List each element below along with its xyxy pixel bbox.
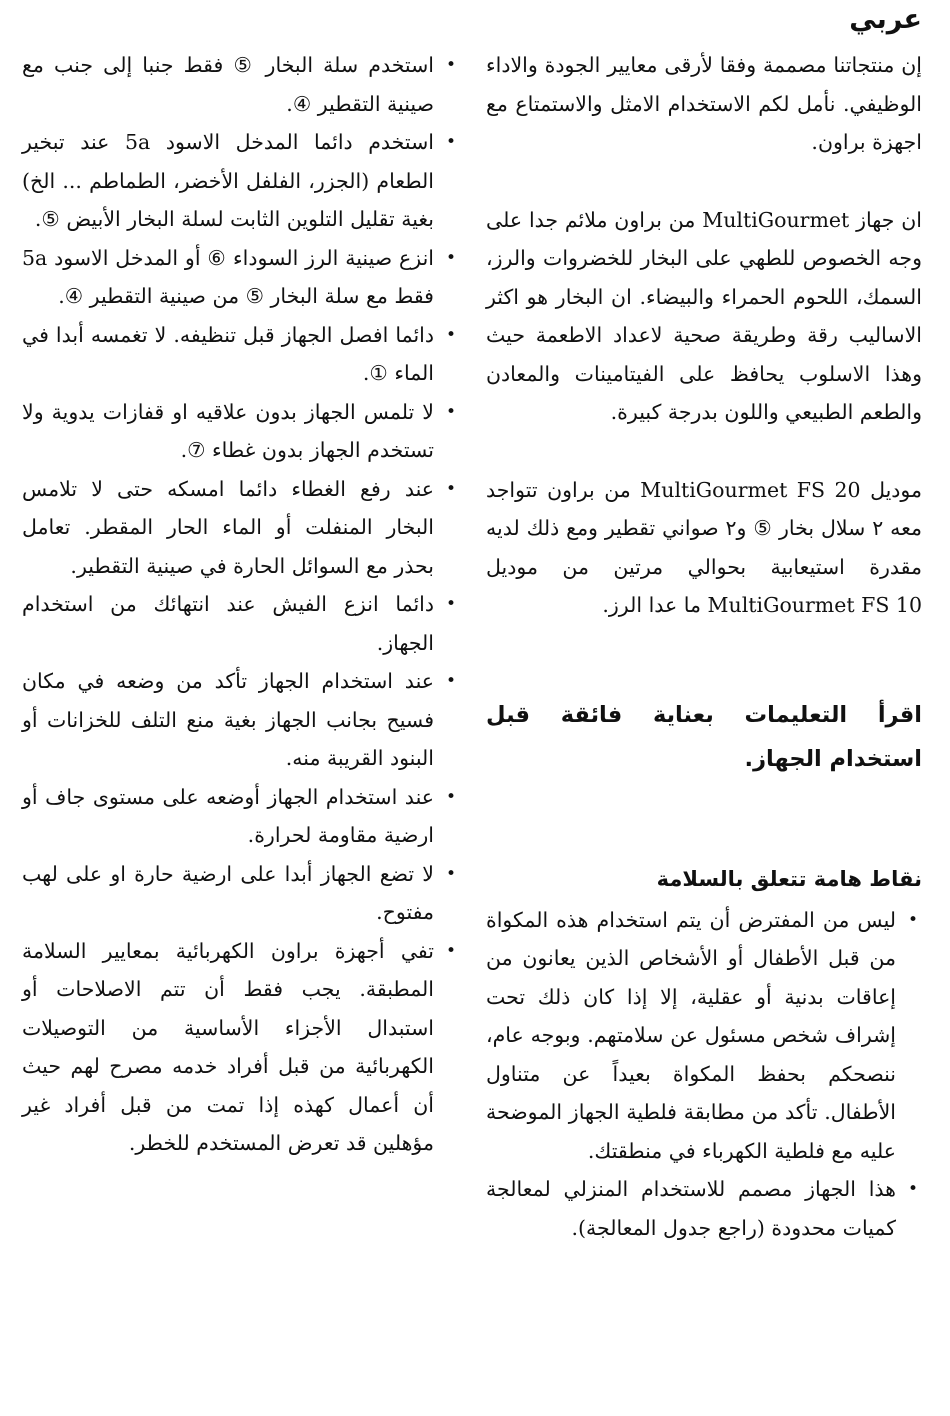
model-note-paragraph: موديل MultiGourmet FS 20 من براون تتواجد معه ٢ سلال بخار ⑤ و٢ صواني تقطير ومع ذلك لديه مقدرة استيعابية بحوالي مرتين من موديل MultiGourmet FS 10 ما عدا الرز. [486, 477, 922, 617]
list-item: • عند رفع الغطاء دائما امسكه حتى لا تلامس البخار المنفلت أو الماء الحار المقطر. تعامل بحذر مع السوائل الحارة في صينية التقطير. [22, 470, 460, 586]
language-title: عربي [849, 4, 922, 35]
safety-list-left [22, 46, 460, 1163]
list-item: • ليس من المفترض أن يتم استخدام هذه المكواة من قبل الأطفال أو الأشخاص الذين يعانون من إعاقات بدنية أو عقلية، إلا إذا كان ذلك تحت إشراف شخص مسئول عن سلامتهم. وبوجه عام، ننصحكم بحفظ المكواة بعيداً عن متناول الأطفال. تأكد من مطابقة فلطية الجهاز الموضحة عليه مع فلطية الكهرباء في منطقتك. [486, 901, 922, 1171]
list-item: • دائما انزع الفيش عند انتهائك من استخدام الجهاز. [22, 585, 460, 662]
list-item: • عند استخدام الجهاز تأكد من وضعه في مكان فسيح بجانب الجهاز بغية منع التلف للخزانات أو البنود القريبة منه. [22, 662, 460, 778]
list-item: • عند استخدام الجهاز أوضعه على مستوى جاف أو ارضية مقاومة لحرارة. [22, 778, 460, 855]
description-paragraph: ان جهاز MultiGourmet من براون ملائم جدا على وجه الخصوص للطهي على البخار للخضروات والرز، السمك، اللحوم الحمراء والبيضاء. ان البخار هو اكثر الاساليب رقة وطريقة صحية لاعداد الاطعمة حيث وهذا الاسلوب يحافظ على الفيتامينات والمعادن والطعم الطبيعي واللون بدرجة كبيرة. [486, 207, 922, 424]
right-column [486, 46, 922, 1247]
safety-list-right [486, 901, 922, 1248]
list-item: • دائما افصل الجهاز قبل تنظيفه. لا تغمسه أبدا في الماء ①. [22, 316, 460, 393]
list-item: • لا تضع الجهاز أبدا على ارضية حارة او على لهب مفتوح. [22, 855, 460, 932]
list-item: • انزع صينية الرز السوداء ⑥ أو المدخل الاسود 5a فقط مع سلة البخار ⑤ من صينية التقطير ④. [22, 239, 460, 316]
list-item: • استخدم دائما المدخل الاسود 5a عند تبخير الطعام (الجزر، الفلفل الأخضر، الطماطم ... الخ) بغية تقليل التلوين الثابت لسلة البخار الأبيض ⑤. [22, 123, 460, 239]
list-item: • هذا الجهاز مصمم للاستخدام المنزلي لمعالجة كميات محدودة (راجع جدول المعالجة). [486, 1170, 922, 1247]
list-item: • استخدم سلة البخار ⑤ فقط جنبا إلى جنب مع صينية التقطير ④. [22, 46, 460, 123]
list-item: • لا تلمس الجهاز بدون علاقيه او قفازات يدوية ولا تستخدم الجهاز بدون غطاء ⑦. [22, 393, 460, 470]
safety-heading: نقاط هامة تتعلق بالسلامة [656, 866, 922, 891]
read-instructions-heading: اقرأ التعليمات بعناية فائقة قبل استخدام الجهاز. [486, 701, 922, 772]
left-column [22, 46, 460, 1163]
intro-paragraph: إن منتجاتنا مصممة وفقا لأرقى معايير الجودة والاداء الوظيفي. نأمل لكم الاستخدام الامثل والاستمتاع مع اجهزة براون. [486, 53, 922, 154]
list-item: • تفي أجهزة براون الكهربائية بمعايير السلامة المطبقة. يجب فقط أن تتم الاصلاحات أو استبدال الأجزاء الأساسية من التوصيلات الكهربائية من قبل أفراد خدمه مصرح لهم حيث أن أعمال كهذه إذا تمت من قبل أفراد غير مؤهلين قد تعرض المستخدم للخطر. [22, 932, 460, 1163]
